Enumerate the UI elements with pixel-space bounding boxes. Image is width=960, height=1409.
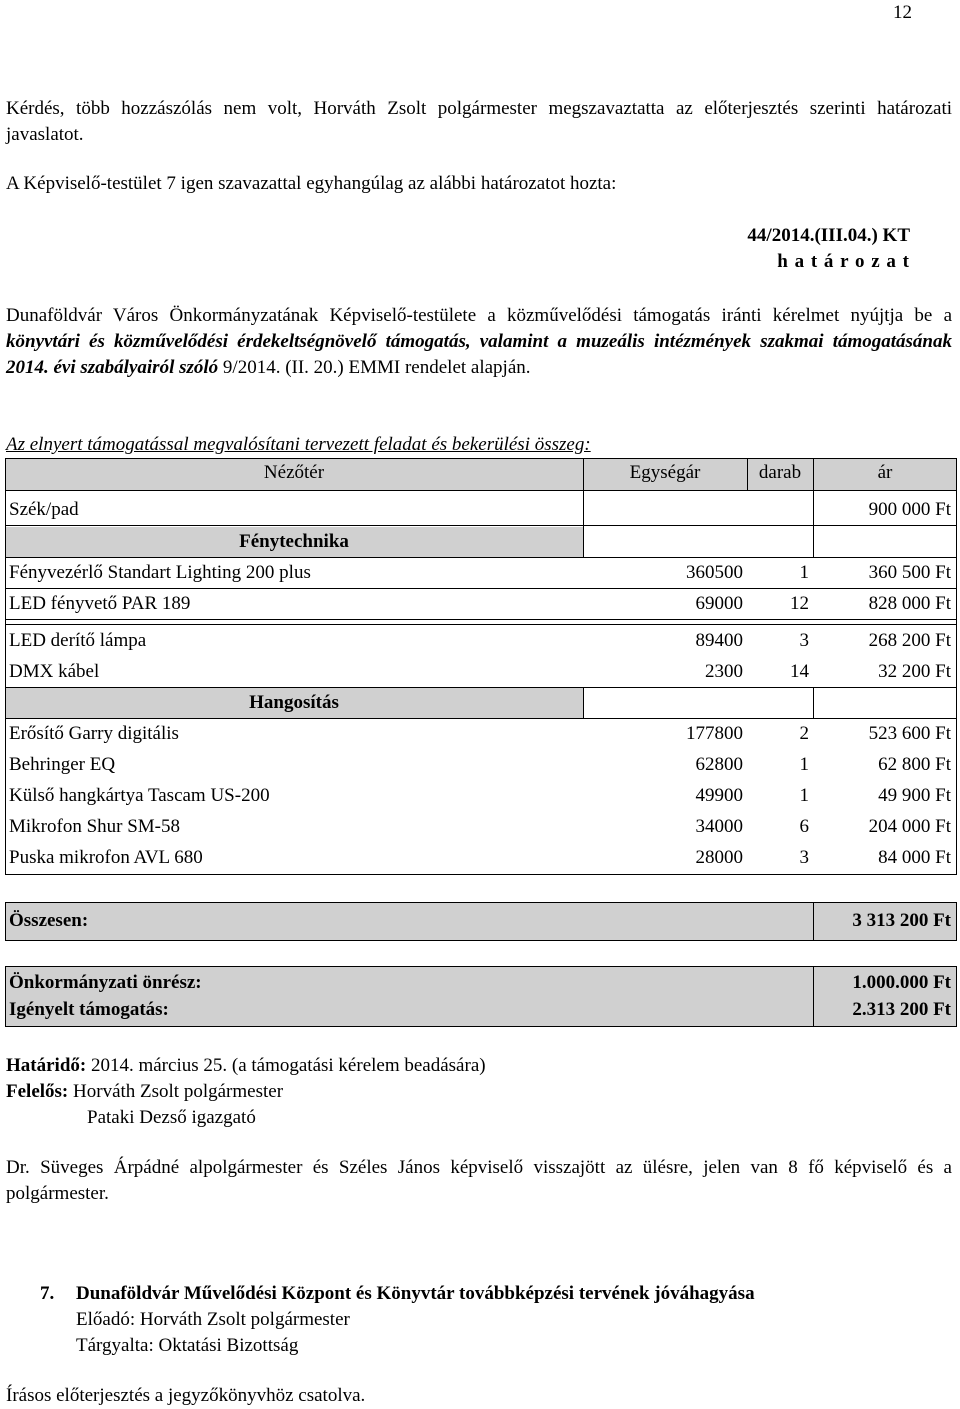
row-unit-price: 49900: [695, 785, 743, 806]
row-unit-price: 2300: [705, 661, 743, 682]
page-number: 12: [893, 2, 912, 23]
deadline-value: 2014. március 25. (a támogatási kérelem beadására): [86, 1055, 486, 1076]
row-quantity: 12: [790, 593, 809, 614]
table-row: [5, 781, 957, 811]
agenda-number: 7.: [40, 1283, 55, 1304]
section-row: [5, 688, 957, 718]
row-unit-price: 28000: [695, 847, 743, 868]
row-unit-price: 89400: [695, 630, 743, 651]
row-price: 84 000 Ft: [878, 847, 951, 868]
header-nezoter: Nézőtér: [263, 462, 325, 483]
row-unit-price: 177800: [686, 723, 743, 744]
row-quantity: 3: [799, 630, 809, 651]
resolution-body-italic: könyvtári és közművelődési érdekeltségnövelő támogatás, valamint a muzeális intézmények szakmai támogatásának 2014. évi szabályairól szóló: [6, 331, 952, 378]
agenda-title: Dunaföldvár Művelődési Központ és Könyvtár továbbképzési tervének jóváhagyása: [76, 1283, 755, 1304]
row-unit-price: 62800: [695, 754, 743, 775]
table-row: [5, 626, 957, 656]
row-unit-price: 360500: [686, 562, 743, 583]
agenda-committee: Tárgyalta: Oktatási Bizottság: [76, 1335, 299, 1356]
row-item: Szék/pad: [9, 499, 79, 520]
table-row: [5, 558, 957, 588]
requested-support-label: Igényelt támogatás:: [9, 999, 169, 1020]
footer-note: Írásos előterjesztés a jegyzőkönyvhöz csatolva.: [6, 1385, 366, 1406]
row-item: Behringer EQ: [9, 754, 116, 775]
row-price: 204 000 Ft: [868, 816, 951, 837]
row-price: 49 900 Ft: [878, 785, 951, 806]
row-price: 523 600 Ft: [868, 723, 951, 744]
row-quantity: 3: [799, 847, 809, 868]
resolution-number: 44/2014.(III.04.) KT: [747, 225, 910, 246]
resolution-body-pre: Dunaföldvár Város Önkormányzatának Képviselő-testülete a közművelődési támogatás iránti kérelmet nyújtja be a: [6, 305, 952, 326]
resolution-body: [6, 303, 952, 381]
section-row: [5, 527, 957, 557]
row-item: Külső hangkártya Tascam US-200: [9, 785, 270, 806]
deadline-label: Határidő:: [6, 1055, 87, 1076]
total-value: 3 313 200 Ft: [852, 910, 951, 931]
table-row: [5, 750, 957, 780]
row-unit-price: 69000: [695, 593, 743, 614]
responsible-line: [6, 1079, 283, 1105]
table-intro: Az elnyert támogatással megvalósítani tervezett feladat és bekerülési összeg:: [6, 434, 591, 455]
row-price: 360 500 Ft: [868, 562, 951, 583]
row-quantity: 2: [799, 723, 809, 744]
intro-paragraph: Kérdés, több hozzászólás nem volt, Horváth Zsolt polgármester megszavaztatta az előterjesztés szerinti határozati javaslatot.: [6, 98, 952, 145]
funding-block: [5, 966, 957, 1026]
header-darab: darab: [758, 462, 802, 483]
table-row: [5, 589, 957, 619]
row-item: LED derítő lámpa: [9, 630, 147, 651]
row-item: Fényvezérlő Standart Lighting 200 plus: [9, 562, 311, 583]
row-price: 62 800 Ft: [878, 754, 951, 775]
deadline-line: [6, 1053, 486, 1079]
total-row: [5, 902, 957, 940]
row-quantity: 1: [799, 754, 809, 775]
responsible-value: Horváth Zsolt polgármester: [68, 1081, 284, 1102]
row-price: 32 200 Ft: [878, 661, 951, 682]
row-quantity: 6: [799, 816, 809, 837]
table-row: [5, 657, 957, 687]
table-row: [5, 719, 957, 749]
responsible-label: Felelős:: [6, 1081, 69, 1102]
row-price: 900 000 Ft: [868, 499, 951, 520]
resolution-body-post: 9/2014. (II. 20.) EMMI rendelet alapján.: [218, 357, 531, 378]
row-item: Erősítő Garry digitális: [9, 723, 179, 744]
own-contribution-value: 1.000.000 Ft: [852, 972, 951, 993]
table-row: [5, 495, 957, 525]
total-label: Összesen:: [9, 910, 89, 931]
row-unit-price: 34000: [695, 816, 743, 837]
responsible-second: Pataki Dezső igazgató: [87, 1107, 256, 1128]
row-quantity: 1: [799, 785, 809, 806]
vote-paragraph: A Képviselő-testület 7 igen szavazattal egyhangúlag az alábbi határozatot hozta:: [6, 173, 617, 194]
header-ar: ár: [877, 462, 893, 483]
return-note: Dr. Süveges Árpádné alpolgármester és Széles János képviselő visszajött az ülésre, jelen van 8 fő képviselő és a polgármester.: [6, 1157, 952, 1204]
header-egysegar: Egységár: [629, 462, 701, 483]
row-item: Mikrofon Shur SM-58: [9, 816, 181, 837]
row-item: DMX kábel: [9, 661, 100, 682]
requested-support-value: 2.313 200 Ft: [852, 999, 951, 1020]
row-price: 268 200 Ft: [868, 630, 951, 651]
row-quantity: 1: [799, 562, 809, 583]
row-quantity: 14: [790, 661, 809, 682]
table-row: [5, 812, 957, 842]
own-contribution-label: Önkormányzati önrész:: [9, 972, 202, 993]
row-item: Puska mikrofon AVL 680: [9, 847, 203, 868]
agenda-presenter: Előadó: Horváth Zsolt polgármester: [76, 1309, 350, 1330]
row-price: 828 000 Ft: [868, 593, 951, 614]
section-hangositas: Hangosítás: [249, 692, 339, 713]
section-fenytechnika: Fénytechnika: [239, 531, 349, 552]
resolution-title: h a t á r o z a t: [777, 251, 910, 272]
table-header: [5, 458, 957, 488]
table-row: [5, 843, 957, 873]
row-item: LED fényvető PAR 189: [9, 593, 191, 614]
